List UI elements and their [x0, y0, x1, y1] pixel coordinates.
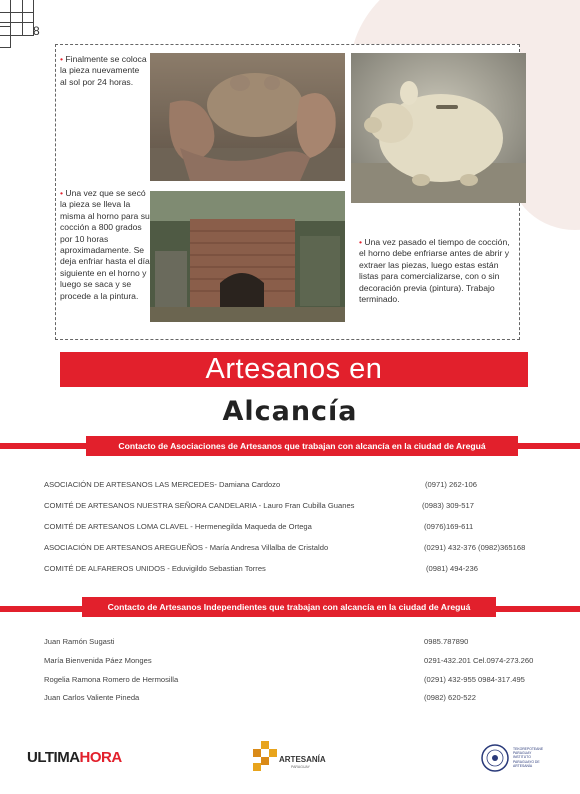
independents-heading: Contacto de Artesanos Independientes que trabajan con alcancía en la ciudad de Areguá [82, 597, 496, 617]
association-row: ASOCIACIÓN DE ARTESANOS AREGUEÑOS - María Andresa Villalba de Cristaldo (0291) 432-376 (0982)365168 [44, 543, 526, 552]
independent-row: Juan Ramón Sugasti 0985.787890 [44, 637, 469, 646]
step-text-3: • Una vez pasado el tiempo de cocción, el horno debe enfriarse antes de abrir y extraer las piezas, luego estas están listas para comercializarse, con o sin decoración previa (pintura). Trabajo terminado. [359, 237, 510, 305]
process-box [55, 44, 520, 340]
instituto-artesania-logo [480, 743, 550, 773]
association-row: COMITÉ DE ALFAREROS UNIDOS - Eduvigildo Sebastian Torres (0981) 494-236 [44, 564, 478, 573]
ultimahora-logo: ULTIMAHORA [27, 749, 122, 766]
independent-row: Rogelia Ramona Romero de Hermosilla (0291) 432-955 0984-317.495 [44, 675, 525, 684]
photo-brick-kiln [150, 191, 345, 322]
title-alcancia: Alcancía [222, 396, 358, 427]
independent-row: María Bienvenida Páez Monges 0291-432.201 Cel.0974-273.260 [44, 656, 534, 665]
instituto-logo-text: TEKOREPOTEANE PARAGUAY INSTITUTO PARAGUAYO DE ARTESANÍA [513, 747, 544, 768]
seal-icon [480, 743, 510, 773]
photo-finished-alcancia [351, 53, 526, 203]
title-banner: Artesanos en [60, 352, 528, 387]
association-row: COMITÉ DE ARTESANOS LOMA CLAVEL - Hermenegilda Maqueda de Ortega (0976)169-611 [44, 522, 474, 531]
artesania-logo: ARTESANÍA PARAGUAY [251, 741, 331, 777]
photo-hands-clay [150, 53, 345, 181]
artesania-mark-icon [251, 741, 279, 771]
association-row: ASOCIACIÓN DE ARTESANOS LAS MERCEDES- Damiana Cardozo (0971) 262-106 [44, 480, 477, 489]
independent-row: Juan Carlos Valiente Pineda (0982) 620-522 [44, 693, 476, 702]
page-number: 8 [33, 24, 40, 38]
association-row: COMITÉ DE ARTESANOS NUESTRA SEÑORA CANDELARIA - Lauro Fran Cubilla Guanes (0983) 309-517 [44, 501, 474, 510]
associations-heading: Contacto de Asociaciones de Artesanos que trabajan con alcancía en la ciudad de Areguá [86, 436, 518, 456]
step-text-2: • Una vez que se secó la pieza se lleva la misma al horno para su cocción a 800 grados por 10 horas aproximadamente. Se deja enfriar hasta el día siguiente en el horno y luego se saca y se procede a la pintura. [60, 188, 150, 301]
step-text-1: • Finalmente se coloca la pieza nuevamente al sol por 24 horas. [60, 54, 147, 87]
